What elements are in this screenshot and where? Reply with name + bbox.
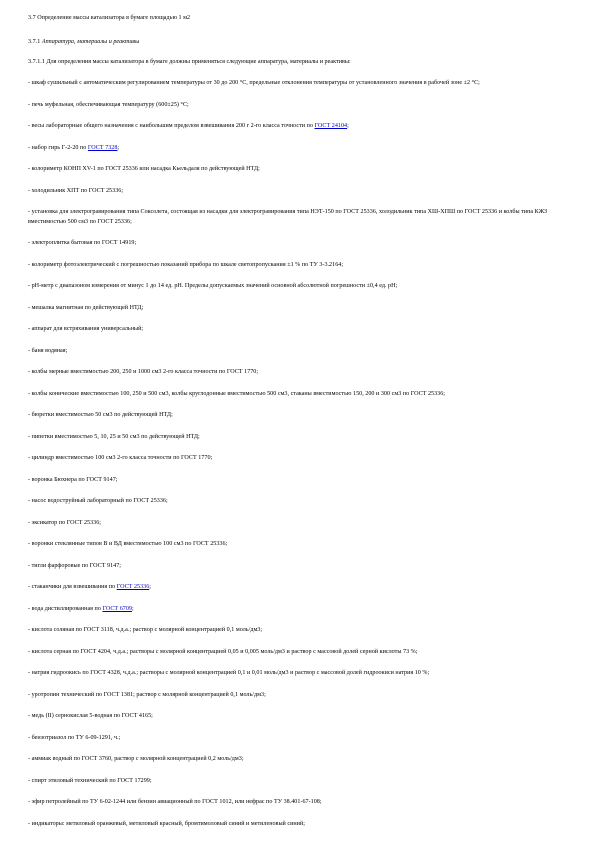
list-item — [28, 540, 566, 549]
list-item-text: - воронка Бюхнера по ГОСТ 9147; — [28, 476, 118, 483]
list-item-text: - весы лабораторные общего назначения с наибольшим пределом взвешивания 200 г 2-го класса точности по — [28, 123, 315, 130]
list-item-text: - колбы конические вместимостью 100, 250 и 500 см3, колбы круглодонные вместимостью 500 см3, стаканы вместимостью 150, 200 и 300 см3 по ГОСТ 25336; — [28, 390, 446, 397]
list-item-text: - кислота соляная по ГОСТ 3118, ч.д.а.; раствор с молярной концентрацией 0,1 моль/дм3; — [28, 627, 263, 634]
list-item — [28, 325, 566, 334]
list-item-suffix: ; — [149, 584, 151, 591]
list-item — [28, 239, 566, 248]
list-item — [28, 165, 566, 174]
list-item-suffix: ; — [131, 605, 134, 612]
list-item-text: - набор гирь Г-2-20 по — [28, 144, 88, 151]
list-item — [28, 820, 566, 829]
list-item — [28, 433, 566, 442]
list-item — [28, 562, 566, 571]
list-item-text: - кислота серная по ГОСТ 4204, ч.д.а.; растворы с молярной концентрацией 0,05 и 0,005 моль/дм3 и раствор с массовой долей серной кислоты 73 %; — [28, 648, 418, 655]
list-item-text: - шкаф сушильный с автоматическим регулированием температуры от 30 до 200 °С, предельные отклонения температуры от установленного значения в рабочей зоне ±2 °С; — [28, 80, 480, 87]
list-item-text: - мешалка магнитная по действующей НТД; — [28, 304, 144, 311]
list-item — [28, 755, 566, 764]
list-item — [28, 626, 566, 635]
list-item — [28, 304, 566, 313]
list-item — [28, 282, 566, 291]
list-item-text: - медь (II) сернокислая 5-водная по ГОСТ 4165; — [28, 713, 153, 720]
list-item — [28, 368, 566, 377]
subsection-heading — [28, 38, 566, 47]
list-item-text: - холодильник ХПТ по ГОСТ 25336; — [28, 187, 124, 194]
list-item — [28, 79, 566, 88]
list-item-text: - колориметр КОНП ХV-1 по ГОСТ 25336 или насадка Кьельдаля по действующей НТД; — [28, 166, 260, 173]
list-item — [28, 347, 566, 356]
list-item — [28, 144, 566, 153]
standard-link[interactable]: ГОСТ 24104 — [314, 123, 348, 130]
list-item-text: - электроплитка бытовая по ГОСТ 14919; — [28, 240, 137, 247]
subsection-number: 3.7.1 — [28, 39, 42, 46]
list-item-text: - вода дистиллированная по — [28, 605, 103, 612]
list-item — [28, 605, 566, 614]
list-item-text: - уротропин технический по ГОСТ 1381; раствор с молярной концентрацией 0,1 моль/дм3; — [28, 691, 266, 698]
list-item — [28, 390, 566, 399]
list-item-text: - спирт этиловый технический по ГОСТ 17299; — [28, 777, 152, 784]
list-item-text: - стаканчики для взвешивания по — [28, 584, 117, 591]
list-item — [28, 669, 566, 678]
list-item — [28, 122, 566, 131]
list-item-text: - натрия гидроокись по ГОСТ 4328, ч.д.а.; растворы с молярной концентрацией 0,1 и 0,01 моль/дм3 и раствор с массовой долей гидроокиси натрия 10 %; — [28, 670, 430, 677]
list-item-text: - установка для электрогравирования типа Соксолета, состоящая из насадки для электрогравирования типа НЭТ-150 по ГОСТ 25336, холодильник типа ХШ-ХПШ по ГОСТ 25336 и колбы типа КЖЗ вместимостью 500 см3 по ГОСТ 25336; — [28, 209, 548, 225]
standard-link[interactable]: ГОСТ 25336 — [116, 584, 150, 591]
list-item-text: - печь муфельная, обеспечивающая температуру (600±25) °С; — [28, 101, 189, 108]
list-item-text: - эксикатор по ГОСТ 25336; — [28, 519, 101, 526]
list-item-text: - аппарат для встряхивания универсальный; — [28, 326, 144, 333]
list-item-suffix: ; — [117, 144, 120, 151]
list-item-text: - насос водоструйный лабораторный по ГОСТ 25336; — [28, 498, 168, 505]
list-item-text: - цилиндр вместимостью 100 см3 2-го класса точности по ГОСТ 1770; — [28, 455, 213, 462]
list-item — [28, 734, 566, 743]
list-item-suffix: ; — [347, 123, 349, 130]
list-item-text: - воронки стеклянные типов В и ВД вместимостью 100 см3 по ГОСТ 25336; — [28, 541, 228, 548]
standard-link[interactable]: ГОСТ 7328 — [87, 144, 118, 151]
list-item — [28, 583, 566, 592]
list-item-text: - бензотриазол по ТУ 6-09-1291, ч.; — [28, 734, 121, 741]
list-item — [28, 712, 566, 721]
list-item-text: - пипетки вместимостью 5, 10, 25 и 50 см3 по действующей НТД; — [28, 433, 200, 440]
list-item-text: - баня водяная; — [28, 347, 68, 354]
subsection-title: Аппаратура, материалы и реактивы — [41, 39, 140, 46]
list-item — [28, 691, 566, 700]
list-item-text: - аммиак водный по ГОСТ 3760, раствор с молярной концентрацией 0,2 моль/дм3; — [28, 756, 244, 763]
list-item — [28, 519, 566, 528]
list-item-text: - рН-метр с диапазоном измерения от минус 1 до 14 ед. рН. Пределы допускаемых значений основной абсолютной погрешности ±0,4 ед. рН; — [28, 283, 398, 290]
list-item — [28, 101, 566, 110]
list-item — [28, 777, 566, 786]
list-item-text: - колориметр фотоэлектрический с погрешностью показаний прибора по шкале светопропускания ±1 % по ТУ 3-3.2164; — [28, 261, 344, 268]
list-item-text: - тигли фарфоровые по ГОСТ 9147; — [28, 562, 121, 569]
intro-paragraph: 3.7.1.1 Для определения массы катализатора в бумаге должны применяться следующие аппаратура, материалы и реактивы: — [28, 58, 351, 65]
list-item-text: - эфир петролейный по ТУ 6-02-1244 или бензин авиационный по ГОСТ 1012, или нефрас по ТУ 38.401-67-108; — [28, 799, 322, 806]
list-item — [28, 476, 566, 485]
list-item — [28, 208, 566, 227]
section-heading: 3.7 Определение массы катализатора в бумаге площадью 1 м2 — [28, 15, 191, 21]
list-item-text: - индикаторы: метиловый оранжевый, метиловый красный, бромтимоловый синий и метиленовый синий; — [28, 820, 305, 827]
list-item — [28, 411, 566, 420]
list-item-text: - колбы мерные вместимостью 200, 250 и 1000 см3 2-го класса точности по ГОСТ 1770; — [28, 369, 259, 376]
list-item — [28, 261, 566, 270]
list-item — [28, 187, 566, 196]
list-item — [28, 497, 566, 506]
standard-link[interactable]: ГОСТ 6709 — [102, 605, 132, 612]
list-item — [28, 798, 566, 807]
list-item — [28, 454, 566, 463]
list-item — [28, 648, 566, 657]
list-item-text: - бюретки вместимостью 50 см3 по действующей НТД; — [28, 412, 173, 419]
requirements-list — [28, 79, 566, 829]
